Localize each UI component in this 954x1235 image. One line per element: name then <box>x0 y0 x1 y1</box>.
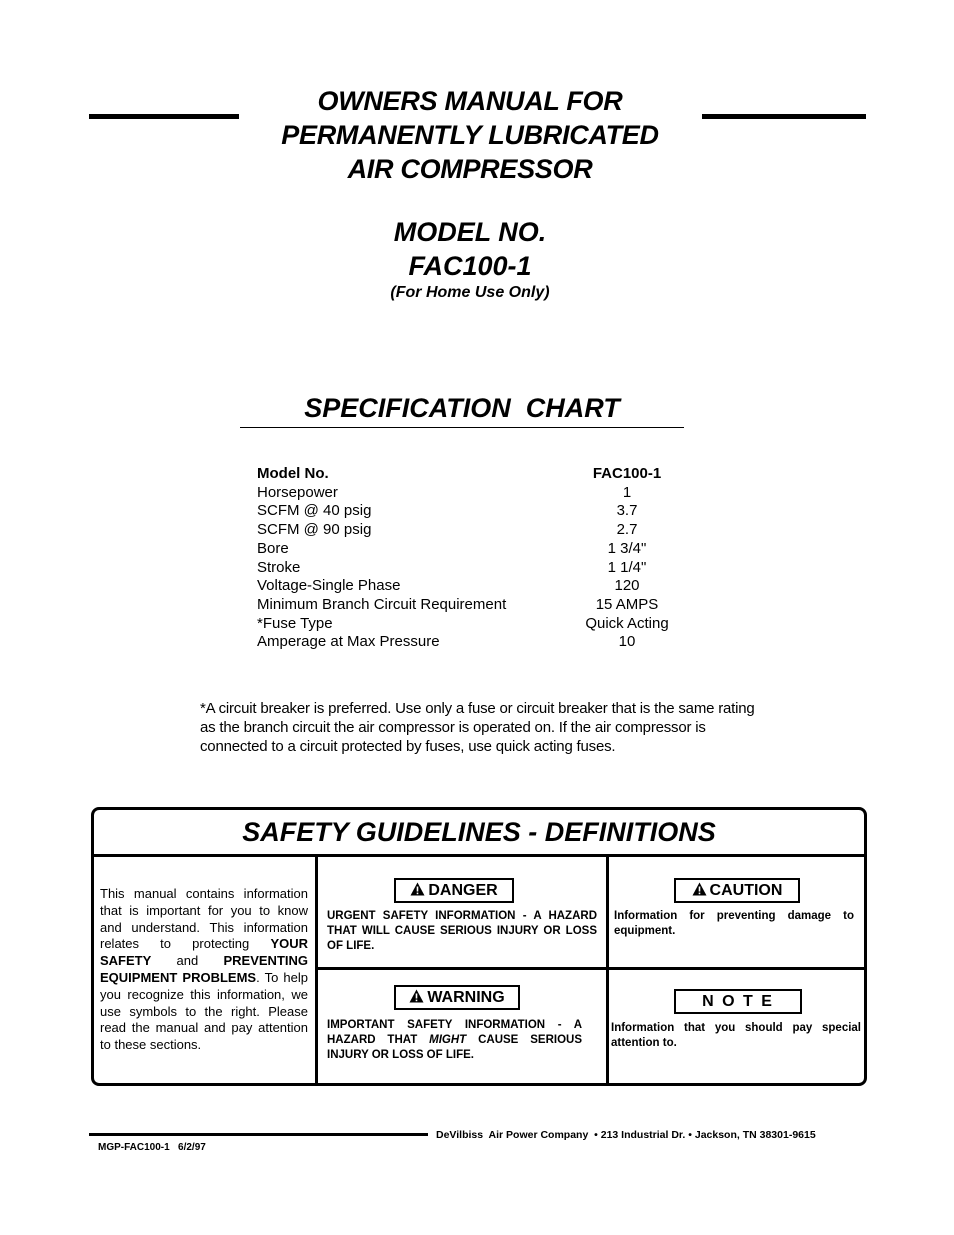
footer-rule <box>89 1133 428 1136</box>
table-row <box>257 596 687 615</box>
note-definition: Information that you should pay special attention to. <box>611 1022 861 1049</box>
warning-text-part-2: CAUSE SERIOUS INJURY OR LOSS OF LIFE. <box>327 1034 582 1061</box>
model-heading <box>240 215 700 283</box>
spec-value: 1 1/4" <box>607 558 647 576</box>
spec-table <box>257 465 687 652</box>
danger-label-text: DANGER <box>428 882 498 899</box>
safety-intro-text <box>100 886 308 1054</box>
table-row <box>257 559 687 578</box>
caution-label <box>674 878 800 903</box>
title-line-1: OWNERS MANUAL FOR <box>317 86 623 116</box>
danger-label <box>394 878 514 903</box>
spec-label: Bore <box>257 539 289 557</box>
safety-guidelines-box <box>91 807 867 1086</box>
spec-label: SCFM @ 90 psig <box>257 521 372 539</box>
model-label: MODEL NO. <box>393 217 547 247</box>
manual-title <box>240 84 700 186</box>
table-row <box>257 484 687 503</box>
spec-label: *Fuse Type <box>257 614 333 632</box>
table-row <box>257 521 687 540</box>
spec-header-value: FAC100-1 <box>592 465 662 482</box>
safety-title: SAFETY GUIDELINES - DEFINITIONS <box>94 810 864 857</box>
spec-value: 10 <box>618 633 636 651</box>
spec-chart-title: SPECIFICATION CHART <box>304 393 620 423</box>
warning-text-part-1: IMPORTANT SAFETY INFORMATION - A HAZARD THAT <box>327 1019 582 1046</box>
company-address: DeVilbiss Air Power Company • 213 Industrial Dr. • Jackson, TN 38301-9615 <box>436 1129 816 1141</box>
table-row <box>257 615 687 634</box>
intro-text-part-1: This manual contains information that is important for you to know and understand. This information relates to protecting <box>100 886 308 952</box>
table-row <box>257 540 687 559</box>
spec-label: Minimum Branch Circuit Requirement <box>257 595 507 613</box>
warning-label-text: WARNING <box>427 989 505 1006</box>
spec-label: Amperage at Max Pressure <box>257 633 440 651</box>
warning-text-emphasis: MIGHT <box>429 1034 467 1046</box>
column-divider-2 <box>606 857 609 1083</box>
spec-value: 1 3/4" <box>607 539 647 557</box>
caution-label-text: CAUTION <box>709 882 783 899</box>
intro-text-part-2: . To help you recognize this information, we use symbols to the right. Please read the manual and pay attention to these sections. <box>100 969 308 1053</box>
spec-value: Quick Acting <box>585 614 669 632</box>
column-divider-1 <box>315 857 318 1083</box>
spec-label: Stroke <box>257 558 301 576</box>
header-rule-right <box>702 114 866 119</box>
spec-value: 15 AMPS <box>595 595 659 613</box>
intro-bold-equipment: PREVENTING EQUIPMENT PROBLEMS <box>100 953 308 985</box>
title-line-2: PERMANENTLY LUBRICATED <box>281 120 659 150</box>
caution-definition: Information for preventing damage to equipment. <box>614 910 854 937</box>
spec-label: Voltage-Single Phase <box>257 577 401 595</box>
spec-value: 120 <box>614 577 640 595</box>
home-use-note: (For Home Use Only) <box>390 284 550 301</box>
note-label: N O T E <box>674 989 802 1014</box>
spec-label: Horsepower <box>257 483 338 501</box>
title-line-3: AIR COMPRESSOR <box>347 154 593 184</box>
spec-header-row <box>257 465 687 484</box>
row-divider <box>315 967 864 970</box>
warning-definition <box>327 1018 582 1063</box>
warning-triangle-icon <box>409 989 424 1003</box>
document-code: MGP-FAC100-1 6/2/97 <box>98 1142 206 1153</box>
header-rule-left <box>89 114 239 119</box>
warning-label <box>394 985 520 1010</box>
warning-triangle-icon <box>410 882 425 896</box>
table-row <box>257 633 687 652</box>
danger-definition: URGENT SAFETY INFORMATION - A HAZARD THAT WILL CAUSE SERIOUS INJURY OR LOSS OF LIFE. <box>327 910 597 952</box>
model-number: FAC100-1 <box>408 251 532 281</box>
spec-title-underline <box>240 427 684 428</box>
intro-and: and <box>151 953 224 969</box>
spec-value: 3.7 <box>616 502 638 520</box>
spec-value: 1 <box>622 483 632 501</box>
warning-triangle-icon <box>692 882 707 896</box>
spec-header-label: Model No. <box>257 465 329 482</box>
table-row <box>257 577 687 596</box>
fuse-footnote: *A circuit breaker is preferred. Use only a fuse or circuit breaker that is the same rating as the branch circuit the air compressor is operated on. If the air compressor is connected to a circuit protected by fuses, use quick acting fuses. <box>200 700 755 755</box>
spec-label: SCFM @ 40 psig <box>257 502 372 520</box>
spec-value: 2.7 <box>616 521 638 539</box>
intro-bold-safety: YOUR SAFETY <box>100 936 308 969</box>
table-row <box>257 502 687 521</box>
